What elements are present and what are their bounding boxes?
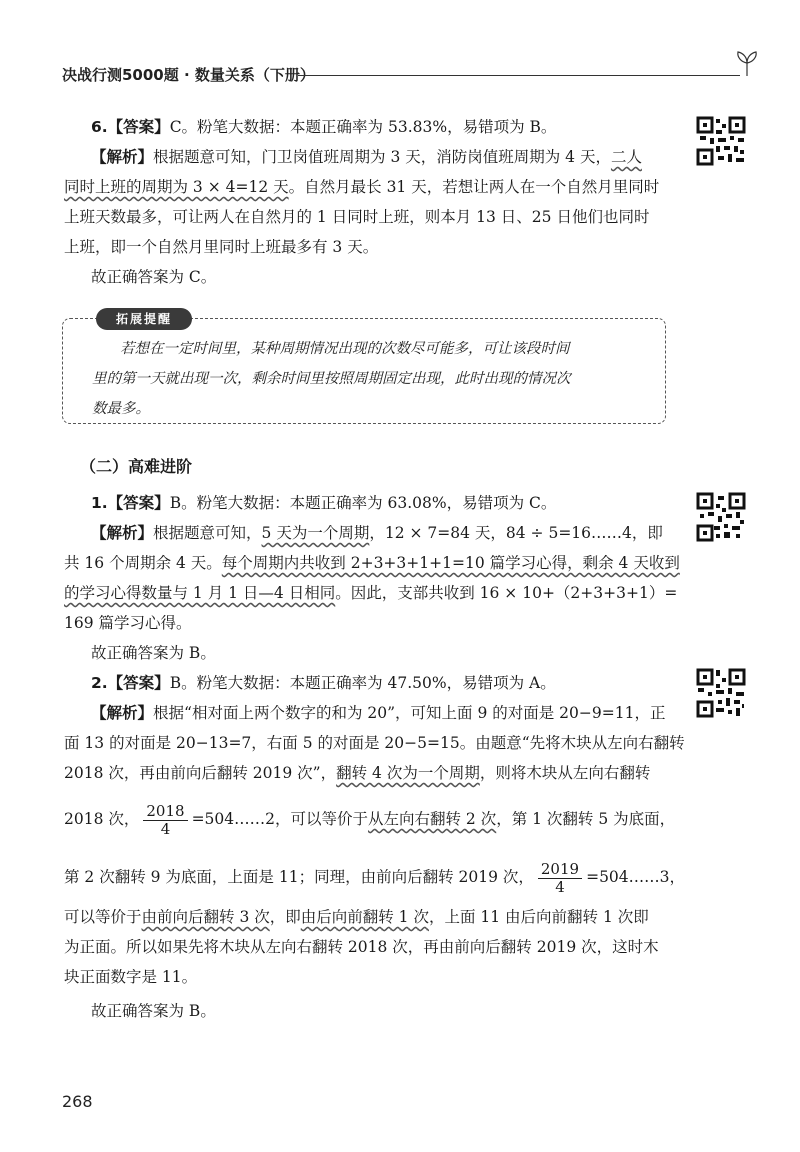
question-2 [64, 668, 686, 1026]
conclusion: 故正确答案为 B。 [91, 1002, 216, 1020]
question-6 [64, 112, 664, 292]
conclusion: 故正确答案为 C。 [91, 268, 217, 286]
analysis-line: 【解析】根据题意可知，门卫岗值班周期为 3 天，消防岗值班周期为 4 天，二人 [91, 148, 642, 166]
book-title: 决战行测5000题 · 数量关系（下册） [62, 66, 315, 84]
answer-line [64, 488, 664, 518]
answer-label: 6.【答案】 [91, 118, 170, 136]
fraction: $\frac{2018}{4}$ [143, 803, 187, 837]
header-rule [298, 75, 740, 76]
answer-text: C。粉笔大数据：本题正确率为 53.83%，易错项为 B。 [169, 118, 557, 136]
leaf-icon [732, 48, 762, 78]
section-title: （二）高难进阶 [80, 457, 193, 476]
qr-code-icon[interactable] [696, 116, 746, 166]
tip-badge: 拓展提醒 [96, 308, 192, 330]
analysis-line: 2018 次，再由前向后翻转 2019 次”，翻转 4 次为一个周期，则将木块从左向右翻转 [64, 764, 651, 782]
analysis-line: 共 16 个周期余 4 天。每个周期内共收到 2+3+3+1+1=10 篇学习心得，剩余 4 天收到 [64, 554, 680, 572]
analysis-line: 的学习心得数量与 1 月 1 日—4 日相同。因此，支部共收到 16 × 10+（2+3+3+1）= [64, 584, 678, 602]
analysis-line: 同时上班的周期为 3 × 4=12 天。自然月最长 31 天，若想让两人在一个自然月里同时 [64, 178, 660, 196]
fraction: $\frac{2019}{4}$ [538, 861, 582, 895]
analysis-line: 上班，即一个自然月里同时上班最多有 3 天。 [64, 238, 379, 256]
answer-label: 1.【答案】 [91, 494, 170, 512]
question-1 [64, 488, 680, 668]
analysis-line: 为正面。所以如果先将木块从左向右翻转 2018 次，再由前向后翻转 2019 次，这时木 [64, 938, 659, 956]
running-header [62, 62, 762, 92]
tip-text: 若想在一定时间里，某种周期情况出现的次数尽可能多，可让该段时间 里的第一天就出现一次，剩余时间里按照周期固定出现，此时出现的情况次 数最多。 [92, 341, 571, 417]
page-number: 268 [62, 1092, 93, 1111]
analysis-line: 第 2 次翻转 9 为底面，上面是 11；同理，由前向后翻转 2019 次， $\frac{2019}{4}$ =504……3， [64, 860, 686, 896]
answer-text: B。粉笔大数据：本题正确率为 47.50%，易错项为 A。 [169, 674, 556, 692]
analysis-line: 169 篇学习心得。 [64, 614, 192, 632]
conclusion: 故正确答案为 B。 [91, 644, 216, 662]
answer-line [64, 112, 664, 142]
analysis-line: 可以等价于由前向后翻转 3 次，即由后向前翻转 1 次，上面 11 由后向前翻转 1 次即 [64, 908, 649, 926]
analysis-label: 【解析】 [91, 704, 154, 722]
analysis-line: 块正面数字是 11。 [64, 968, 198, 986]
answer-label: 2.【答案】 [91, 674, 170, 692]
answer-line [64, 668, 664, 698]
analysis-label: 【解析】 [91, 524, 154, 542]
analysis-line: 【解析】根据题意可知，5 天为一个周期，12 × 7=84 天，84 ÷ 5=16……4，即 [91, 524, 663, 542]
analysis-line: 2018 次， $\frac{2018}{4}$ =504……2，可以等价于从左向右翻转 2 次，第 1 次翻转 5 为底面， [64, 802, 676, 838]
answer-text: B。粉笔大数据：本题正确率为 63.08%，易错项为 C。 [169, 494, 557, 512]
analysis-line: 【解析】根据“相对面上两个数字的和为 20”，可知上面 9 的对面是 20−9=11，正 [91, 704, 666, 722]
qr-code-icon[interactable] [696, 492, 746, 542]
qr-code-icon[interactable] [696, 668, 746, 718]
analysis-line: 上班天数最多，可让两人在自然月的 1 日同时上班，则本月 13 日、25 日他们也同时 [64, 208, 650, 226]
analysis-label: 【解析】 [91, 148, 154, 166]
analysis-line: 面 13 的对面是 20−13=7，右面 5 的对面是 20−5=15。由题意“先将木块从左向右翻转 [64, 734, 685, 752]
